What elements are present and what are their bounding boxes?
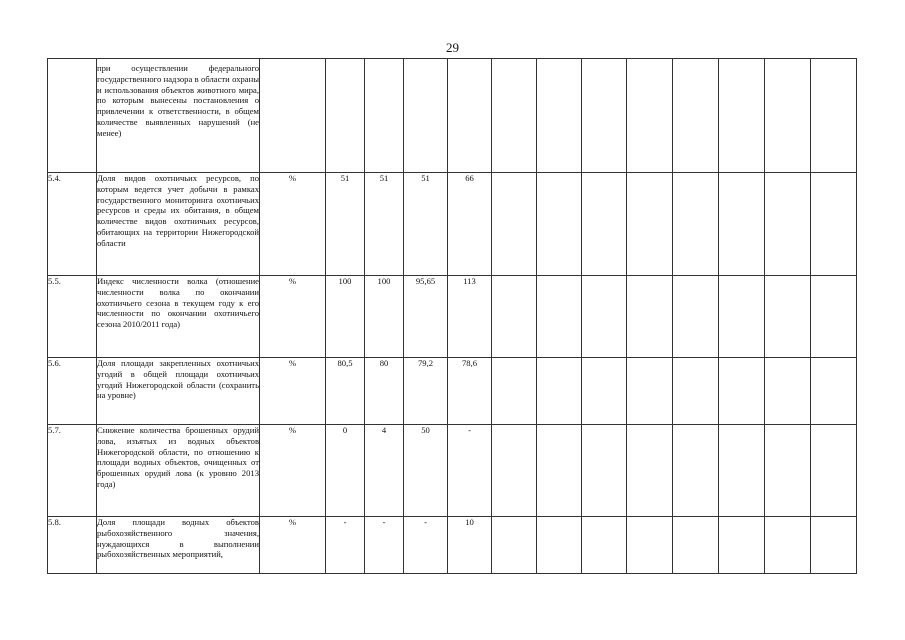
unit-cell: % [260, 173, 326, 276]
empty-cell [811, 358, 857, 425]
value-cell-4: - [448, 425, 492, 517]
empty-cell [719, 425, 765, 517]
table-row [48, 173, 857, 276]
empty-cell [492, 276, 537, 358]
empty-cell [719, 173, 765, 276]
value-cell-1: 0 [326, 425, 365, 517]
value-cell-2: 100 [365, 276, 404, 358]
empty-cell [627, 358, 673, 425]
value-cell-3: 51 [404, 173, 448, 276]
row-number-cell [48, 59, 97, 173]
value-cell-4: 10 [448, 517, 492, 574]
empty-cell [765, 517, 811, 574]
value-cell-1: 80,5 [326, 358, 365, 425]
value-cell-1 [326, 59, 365, 173]
indicator-text-cell: Доля площади закрепленных охотничьих угодий в общей площади охотничьих угодий Нижегородской области (сохранить на уровне) [97, 358, 260, 425]
empty-cell [719, 276, 765, 358]
empty-cell [811, 276, 857, 358]
empty-cell [582, 59, 627, 173]
empty-cell [537, 276, 582, 358]
value-cell-2 [365, 59, 404, 173]
value-cell-1: 51 [326, 173, 365, 276]
indicator-text-cell: Индекс численности волка (отношение численности волка по окончании охотничьего сезона в текущем году к его численности по окончании охотничьего сезона 2010/2011 года) [97, 276, 260, 358]
empty-cell [673, 358, 719, 425]
empty-cell [765, 276, 811, 358]
empty-cell [719, 358, 765, 425]
value-cell-3: 50 [404, 425, 448, 517]
indicator-text-cell: Доля площади водных объектов рыбохозяйственного значения, нуждающихся в выполнении рыбохозяйственных мероприятий, [97, 517, 260, 574]
empty-cell [582, 173, 627, 276]
value-cell-4: 66 [448, 173, 492, 276]
empty-cell [627, 425, 673, 517]
empty-cell [582, 517, 627, 574]
table-row [48, 59, 857, 173]
empty-cell [811, 173, 857, 276]
empty-cell [492, 425, 537, 517]
indicator-text-cell: Снижение количества брошенных орудий лова, изъятых из водных объектов Нижегородской области, по отношению к площади водных объектов, очищенных от брошенных орудий лова (к уровню 2013 года) [97, 425, 260, 517]
empty-cell [537, 358, 582, 425]
value-cell-4: 113 [448, 276, 492, 358]
table-row [48, 517, 857, 574]
empty-cell [811, 59, 857, 173]
value-cell-4: 78,6 [448, 358, 492, 425]
value-cell-1: 100 [326, 276, 365, 358]
row-number-cell: 5.6. [48, 358, 97, 425]
empty-cell [673, 425, 719, 517]
empty-cell [765, 425, 811, 517]
indicators-table [47, 58, 857, 574]
value-cell-1: - [326, 517, 365, 574]
value-cell-3: 79,2 [404, 358, 448, 425]
value-cell-3: 95,65 [404, 276, 448, 358]
table-row [48, 358, 857, 425]
empty-cell [811, 425, 857, 517]
empty-cell [492, 59, 537, 173]
empty-cell [765, 173, 811, 276]
page-number: 29 [446, 40, 459, 55]
indicator-text-cell: Доля видов охотничьих ресурсов, по которым ведется учет добычи в рамках государственного мониторинга охотничьих ресурсов и среды их обитания, в общем количестве видов охотничьих ресурсов, обитающих на территории Нижегородской области [97, 173, 260, 276]
empty-cell [537, 425, 582, 517]
empty-cell [627, 276, 673, 358]
empty-cell [537, 59, 582, 173]
table-row [48, 425, 857, 517]
unit-cell: % [260, 358, 326, 425]
empty-cell [673, 173, 719, 276]
empty-cell [492, 173, 537, 276]
table-row [48, 276, 857, 358]
value-cell-3 [404, 59, 448, 173]
empty-cell [492, 358, 537, 425]
value-cell-2: 80 [365, 358, 404, 425]
empty-cell [811, 517, 857, 574]
value-cell-4 [448, 59, 492, 173]
value-cell-3: - [404, 517, 448, 574]
empty-cell [673, 517, 719, 574]
empty-cell [765, 59, 811, 173]
empty-cell [582, 358, 627, 425]
indicator-text-cell: при осуществлении федерального государственного надзора в области охраны и использования объектов животного мира, по которым вынесены постановления о привлечении к ответственности, в общем количестве выявленных нарушений (не менее) [97, 59, 260, 173]
row-number-cell: 5.5. [48, 276, 97, 358]
empty-cell [492, 517, 537, 574]
empty-cell [673, 276, 719, 358]
unit-cell: % [260, 276, 326, 358]
value-cell-2: - [365, 517, 404, 574]
empty-cell [627, 173, 673, 276]
empty-cell [537, 173, 582, 276]
empty-cell [537, 517, 582, 574]
row-number-cell: 5.7. [48, 425, 97, 517]
unit-cell: % [260, 425, 326, 517]
empty-cell [719, 517, 765, 574]
value-cell-2: 4 [365, 425, 404, 517]
unit-cell: % [260, 517, 326, 574]
value-cell-2: 51 [365, 173, 404, 276]
empty-cell [719, 59, 765, 173]
unit-cell [260, 59, 326, 173]
row-number-cell: 5.4. [48, 173, 97, 276]
empty-cell [765, 358, 811, 425]
row-number-cell: 5.8. [48, 517, 97, 574]
empty-cell [582, 276, 627, 358]
empty-cell [627, 59, 673, 173]
empty-cell [627, 517, 673, 574]
empty-cell [673, 59, 719, 173]
empty-cell [582, 425, 627, 517]
